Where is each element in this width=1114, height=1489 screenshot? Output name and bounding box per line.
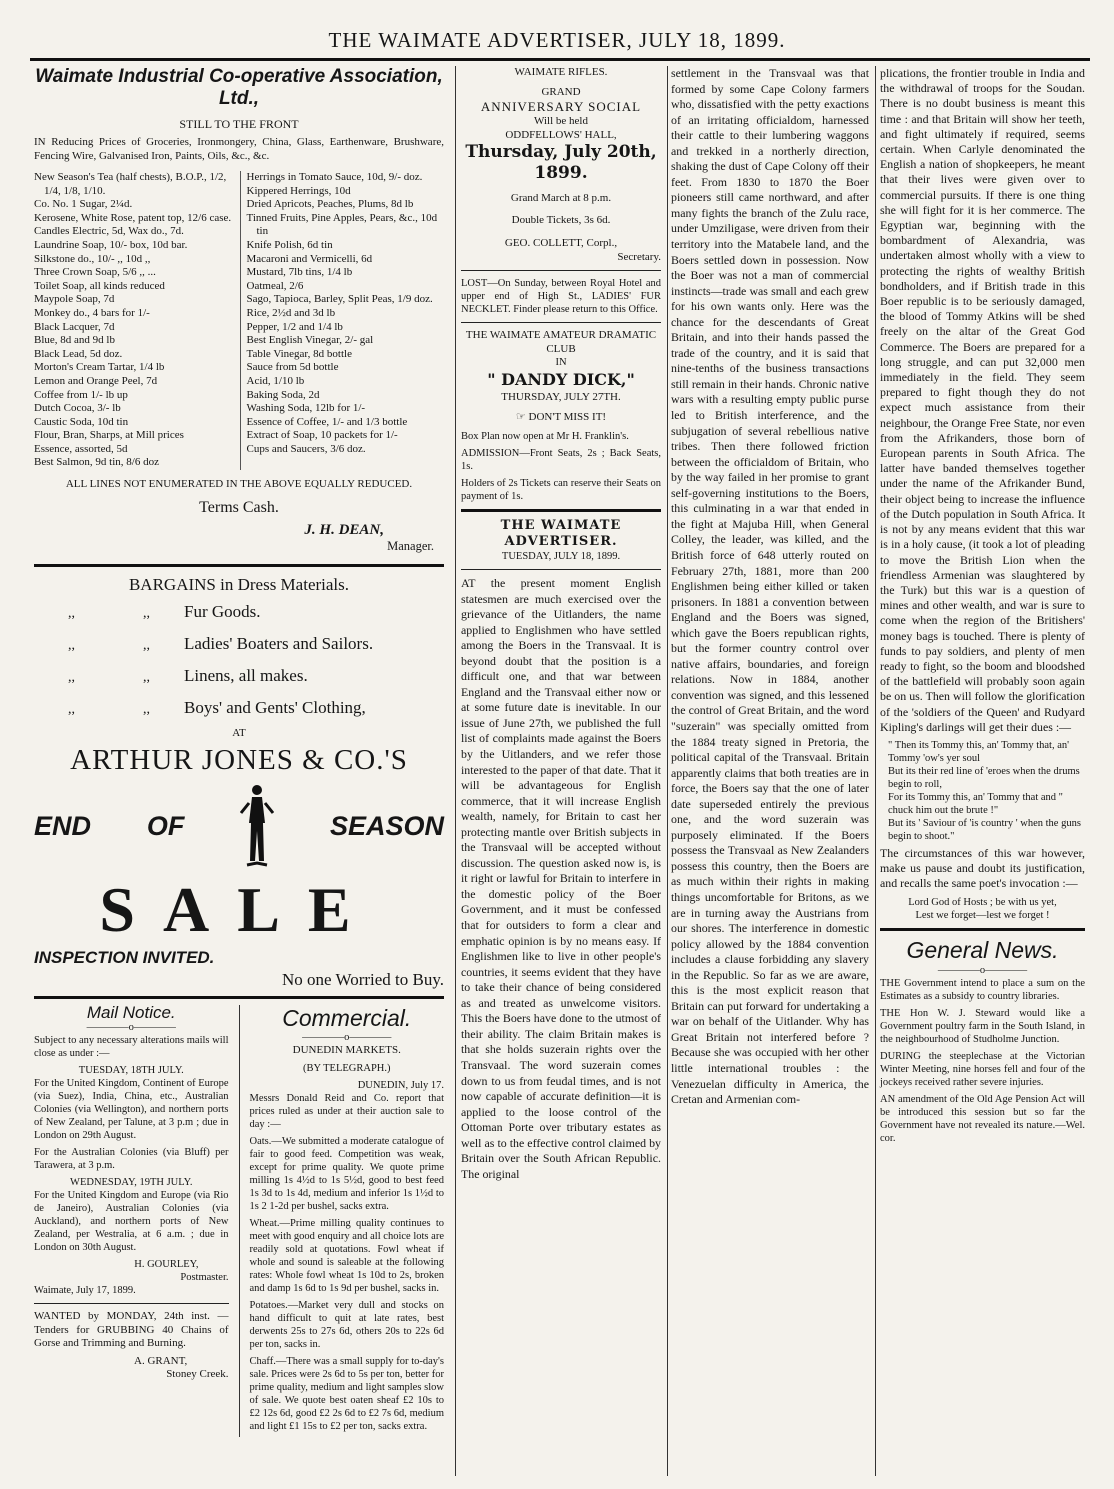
bargains-item — [34, 597, 444, 629]
price-list-item: Lemon and Orange Peel, 7d — [34, 374, 158, 387]
ditto-mark: ,, — [143, 637, 150, 653]
rifles-sig-role: Secretary. — [617, 250, 661, 263]
rifles-march: Grand March at 8 p.m. — [510, 192, 612, 204]
verse-line: Lest we forget—lest we forget ! — [915, 909, 1050, 921]
price-list-item: Cups and Saucers, 3/6 doz. — [246, 442, 366, 455]
mail-sig: H. GOURLEY, — [134, 1259, 199, 1271]
verse-line: For its Tommy this, an' Tommy that and " chuck him out the brute !" — [888, 791, 1063, 816]
kipling-verse — [880, 739, 1085, 843]
mail-day2: WEDNESDAY, 19TH JULY. — [70, 1177, 193, 1189]
column-divider — [455, 66, 456, 1476]
verse-line: But its their red line of 'eroes when the drums begin to roll, — [888, 765, 1080, 790]
left-ads-column — [34, 66, 444, 1437]
price-list-item: Essence of Coffee, 1/- and 1/3 bottle — [246, 415, 408, 428]
editorial-col2: settlement in the Transvaal was that formed by some Cape Colony farmers who, dissatisfied with the petty exactions of an irritating officialdom, harnessed their cattle to their lumbering waggons and trekked in a northerly direction, shaking the dust of Cape Colony off their feet. From 1830 to 1870 the Boer pioneers still came northward, and after many fights the branch of the Zulu race, under Umziligase, were driven from their territory into the Matabele land, and the Boers settled down in possession. Now the Boer was not a man of commercial instincts—trade was small and each grew for his own wants only. Here was the chance for the descendants of Great Britain, and into their hands passed the trade of the country, and it is said that nine-tenths of the business transactions still remain in their hands. Chronic native wars with a resulting empty public purse led to British interference, and the subjugation of several rebellious native tribes. Then there followed friction between the officialdom of Britain, who by the way failed in her promise to grant self-governing institutions to the Boers, this culminating in a war that ended in the fight at Majuba Hill, when General Colley, the leader, was killed, and the British force of 648 utterly routed on February 27th, 1881, more than 200 Englishmen being either killed or taken prisoners. In 1881 a convention between England and the Boers was signed, which gave the Boers republican rights, but the former country control over native affairs, boundaries, and foreign relations. Now in 1884, another convention was signed, and this lessened the control of Great Britain, and the word "suzerain" was specially omitted from the 1884 treaty signed in Pretoria, the political capital of the Transvaal. Britain apparently claims that both treaties are in force, the Boers say that the one of later date superseded entirely the previous one, and the word suzerain was purposely eliminated. If the Boers possess the Transvaal as New Zealanders possess this country, then the Boers are as much within their rights in making things uncomfortable for Britons, as we are in turning away the Austrians from our shores. The interference in domestic policy allowed by the 1884 convention includes a clause forbidding any slavery in the Republic. So far as we are aware, this is the most explicit reason that Britain can put forward for undertaking a war on behalf of the Uitlander. Why has Great Britain not interfered before ? Because she was occupied with her other little international troubles : the Venezuelan difficulty in America, the Cretan and Armenian com- — [671, 66, 869, 1107]
mail-p1: For the United Kingdom, Continent of Europe (via Suez), India, China, etc., Australian Colonies (via Wellington), and northern ports of New Zealand, per Talune, at 3 p.m ; due in London on 29th August. — [34, 1078, 229, 1142]
price-list-item: Mustard, 7lb tins, 1/4 lb — [246, 266, 353, 279]
price-list-item: Kerosene, White Rose, patent top, 12/6 case. — [34, 211, 232, 224]
rifles-anniv: ANNIVERSARY SOCIAL — [480, 99, 642, 114]
bargains-item-label: Fur Goods. — [184, 601, 261, 621]
wanted-name: A. GRANT, — [134, 1354, 188, 1367]
general-p4: AN amendment of the Old Age Pension Act will be introduced this session but so far the Government have not revealed its nature.—Wel. cor. — [880, 1093, 1085, 1144]
price-list-item: Three Crown Soap, 5/6 ,, ... — [34, 266, 156, 279]
wanted-place: Stoney Creek. — [166, 1368, 229, 1381]
end-of-season-row — [34, 780, 444, 872]
price-list-item: Black Lacquer, 7d — [34, 320, 115, 333]
bargains-item — [34, 661, 444, 693]
rifles-held: Will be held — [534, 115, 588, 127]
sale-word: SALE — [99, 874, 379, 946]
bargains-item — [34, 629, 444, 661]
dramatic-title: THE WAIMATE AMATEUR DRAMATIC CLUB — [465, 329, 657, 355]
ditto-mark: ,, — [68, 669, 75, 685]
mail-intro: Subject to any necessary alterations mails will close as under :— — [34, 1035, 229, 1060]
dramatic-miss-text: DON'T MISS IT! — [528, 410, 607, 423]
coop-intro: IN Reducing Prices of Groceries, Ironmongery, China, Glass, Earthenware, Brushware, Fencing Wire, Galvanised Iron, Paints, Oils, &c., &c. — [34, 136, 444, 162]
coop-role: Manager. — [387, 538, 434, 553]
dramatic-in: IN — [555, 357, 567, 368]
rifles-title: WAIMATE RIFLES. — [514, 66, 608, 78]
price-list-item: Sauce from 5d bottle — [246, 361, 339, 374]
commercial-sub: DUNEDIN MARKETS. — [292, 1044, 401, 1057]
ditto-mark: ,, — [68, 637, 75, 653]
price-list-item: Monkey do., 4 bars for 1/- — [34, 306, 150, 319]
price-list-item: Flour, Bran, Sharps, at Mill prices — [34, 429, 184, 442]
dramatic-miss — [461, 411, 661, 425]
wanted-text: WANTED by MONDAY, 24th inst. — Tenders for GRUBBING 40 Chains of Gorse and Trimming and Burning. — [34, 1310, 229, 1350]
general-p2: THE Hon W. J. Steward would like a Government poultry farm in the South Island, in the neighbourhood of Studholme Junction. — [880, 1007, 1085, 1045]
rifles-sig: GEO. COLLETT, Corpl., — [504, 237, 618, 249]
masthead-rule — [30, 58, 1090, 61]
general-sep: ————o———— — [937, 964, 1028, 976]
inspection-invited: INSPECTION INVITED. — [34, 948, 215, 968]
middle-column — [461, 66, 661, 1186]
editorial-paper-title: THE WAIMATE ADVERTISER. — [500, 518, 622, 549]
coop-still-front: STILL TO THE FRONT — [179, 117, 299, 131]
rifles-date: Thursday, July 20th, 1899. — [465, 142, 657, 183]
ditto-mark: ,, — [143, 701, 150, 717]
ditto-mark: ,, — [143, 605, 150, 621]
price-list-item: Essence, assorted, 5d — [34, 442, 128, 455]
pointing-hand-icon: ☞ — [515, 410, 529, 423]
ditto-mark: ,, — [68, 701, 75, 717]
coop-signer: J. H. DEAN, — [304, 521, 384, 538]
price-list-item: Table Vinegar, 8d bottle — [246, 347, 352, 360]
commercial-potatoes: Potatoes.—Market very dull and stocks on hand difficult to quit at late rates, best derwents 25s to 27s 6d, others 20s to 22s 6d per ton, sacks in. — [249, 1299, 445, 1350]
editorial-date: TUESDAY, JULY 18, 1899. — [501, 551, 621, 562]
verse-line: " Then its Tommy this, an' Tommy that, an' Tommy 'ow's yer soul — [888, 739, 1070, 764]
commercial-by: (BY TELEGRAPH.) — [303, 1062, 391, 1074]
section-rule — [461, 509, 661, 512]
price-list-item: Tinned Fruits, Pine Apples, Pears, &c., 10d tin — [246, 211, 438, 238]
bargains-item-label: Boys' and Gents' Clothing, — [184, 697, 366, 717]
price-list-item: Toilet Soap, all kinds reduced — [34, 279, 165, 292]
coop-title: Waimate Industrial Co-operative Association, Ltd., — [35, 66, 443, 109]
editorial-after-verse: The circumstances of this war however, make us pause and doubt its justification, and recalls the same poet's invocation :— — [880, 845, 1085, 891]
bargains-item-label: Linens, all makes. — [184, 665, 308, 685]
ditto-mark: ,, — [143, 669, 150, 685]
price-list-item: Co. No. 1 Sugar, 2¼d. — [34, 198, 133, 211]
column-divider — [667, 66, 668, 1476]
price-list-item: Dried Apricots, Peaches, Plums, 8d lb — [246, 198, 414, 211]
lost-text: LOST—On Sunday, between Royal Hotel and upper end of High St., LADIES' FUR NECKLET. Finder please return to this Office. — [461, 278, 661, 315]
price-list-item: Herrings in Tomato Sauce, 10d, 9/- doz. — [246, 171, 423, 183]
verse-line: But its ' Saviour of 'is country ' when the guns begin to shoot." — [888, 817, 1081, 842]
price-list-item: Extract of Soap, 10 packets for 1/- — [246, 429, 398, 442]
mail-p3: For the United Kingdom and Europe (via Rio de Janeiro), Australian Colonies (via Auckland), and northern ports of New Zealand, per Westralia, at 6 a.m. ; due in London on 30th August. — [34, 1190, 229, 1254]
commercial-dateline: DUNEDIN, July 17. — [357, 1079, 445, 1091]
general-p3: DURING the steeplechase at the Victorian Winter Meeting, nine horses fell and four of the jockeys received rather severe injuries. — [880, 1050, 1085, 1088]
coop-terms: Terms Cash. — [199, 498, 279, 516]
rifles-hall: ODDFELLOWS' HALL, — [505, 128, 617, 141]
commercial-wheat: Wheat.—Prime milling quality continues to meet with good enquiry and all choice lots are readily sold at quotations. Fowl wheat if whole and sound is saleable at the following rates: Whole fowl wheat 1s 10d to 2s, broken and damp 1s 6d to 1s 9d per bushel, sacks in. — [249, 1217, 445, 1294]
price-list-item: Acid, 1/10 lb — [246, 374, 305, 387]
price-list-item: Candles Electric, 5d, Wax do., 7d. — [34, 225, 184, 238]
price-list-item: Rice, 2½d and 3d lb — [246, 306, 336, 319]
price-list-item: Black Lead, 5d doz. — [34, 347, 123, 360]
bargains-at: AT — [232, 726, 246, 739]
general-title: General News. — [906, 936, 1059, 963]
price-list-item: Laundrine Soap, 10/- box, 10d bar. — [34, 238, 188, 251]
masthead: THE WAIMATE ADVERTISER, JULY 18, 1899. — [328, 28, 786, 52]
section-rule — [461, 322, 661, 323]
bargains-list — [34, 597, 444, 725]
mail-sep: ————o———— — [86, 1022, 176, 1034]
section-rule — [34, 564, 444, 567]
price-list-item: Washing Soda, 12lb for 1/- — [246, 402, 366, 415]
commercial-intro: Messrs Donald Reid and Co. report that prices ruled as under at their auction sale to day :— — [249, 1092, 445, 1130]
price-list-item: Dutch Cocoa, 3/- lb — [34, 402, 121, 415]
mail-p2: For the Australian Colonies (via Bluff) per Tarawera, at 3 p.m. — [34, 1147, 229, 1172]
jester-figure-icon — [240, 783, 274, 869]
dramatic-holders: Holders of 2s Tickets can reserve their Seats on payment of 1s. — [461, 478, 661, 502]
bargains-ad — [34, 573, 444, 989]
price-list-item: Morton's Cream Tartar, 1/4 lb — [34, 361, 165, 374]
mail-sig-role: Postmaster. — [180, 1272, 229, 1284]
price-list-item: Silkstone do., 10/- ,, 10d ,, — [34, 252, 151, 265]
bargains-line1: BARGAINS in Dress Materials. — [128, 574, 350, 594]
price-list-item: Coffee from 1/- lb up — [34, 388, 128, 401]
price-list-item: Blue, 8d and 9d lb — [34, 334, 115, 347]
column-divider — [239, 1005, 240, 1437]
section-rule — [34, 996, 444, 999]
commercial-title: Commercial. — [282, 1005, 412, 1032]
dramatic-date: THURSDAY, JULY 27TH. — [501, 391, 621, 403]
coop-right-list — [240, 171, 445, 470]
ditto-mark: ,, — [68, 605, 75, 621]
section-rule — [880, 928, 1085, 931]
price-list-item: Kippered Herrings, 10d — [246, 184, 351, 197]
section-rule — [461, 569, 661, 570]
price-list-item: Best English Vinegar, 2/- gal — [246, 334, 374, 347]
editorial-col1: AT the present moment English statesmen are much exercised over the grievance of the Uitlanders, the name applied to Englishmen who have settled among the Boers in the Transvaal. It is beyond doubt that the position is a difficult one, and that war between England and the Transvaal either now or at some future date is inevitable. In our issue of June 27th, we published the full list of complaints made against the Boers by the Uitlanders, and we refer those interested to the paper of that date. That it will be advantageous for English commerce, that it will increase English wealth, namely, for Britain to cast her protecting mantle over British subjects in the Transvaal will be accepted without discussion. The question asked now is, is it right or lawful for Britain to interfere in the domestic policy of the Boer Government, and it must be confessed that for outsiders to form a clear and emphatic opinion is by no means easy. If Englishmen like to live in other people's countries, it seems evident that they have to take their chance of being considered as and treated as unwelcome visitors. This the Boers have done to the utmost of their ability. The claim Britain makes is that she holds suzerain rights over the Transvaal. The word suzerain comes down to us from feudal times, and is not now capable of accurate definition—it is applied to the loose control of the Ottoman Porte over tributary estates as well as to the effective control claimed by Britain over the South African Republic. The original — [461, 576, 661, 1181]
coop-price-list — [34, 171, 444, 470]
rifles-grand: GRAND — [541, 85, 581, 98]
price-list-item: Macaroni and Vermicelli, 6d — [246, 252, 373, 265]
price-list-item: Baking Soda, 2d — [246, 388, 320, 401]
dramatic-admission: ADMISSION—Front Seats, 2s ; Back Seats, 1s. — [461, 448, 661, 472]
section-rule — [34, 1303, 229, 1304]
bargains-item-label: Ladies' Boaters and Sailors. — [184, 633, 374, 653]
price-list-item: Caustic Soda, 10d tin — [34, 415, 129, 428]
bargains-item — [34, 693, 444, 725]
commercial — [250, 1005, 445, 1437]
rifles-tickets: Double Tickets, 3s 6d. — [511, 213, 611, 226]
column-divider — [875, 66, 876, 1476]
mail-day1: TUESDAY, 18TH JULY. — [78, 1065, 184, 1077]
of-word: OF — [146, 811, 185, 842]
end-word: END — [34, 811, 92, 842]
mail-dateline: Waimate, July 17, 1899. — [34, 1285, 136, 1297]
price-list-item: Pepper, 1/2 and 1/4 lb — [246, 320, 343, 333]
verse-line: Lord God of Hosts ; be with us yet, — [908, 896, 1057, 908]
coop-all-lines: ALL LINES NOT ENUMERATED IN THE ABOVE EQUALLY REDUCED. — [65, 478, 413, 491]
dramatic-play: " DANDY DICK," — [487, 370, 635, 389]
bargains-firm: ARTHUR JONES & CO.'S — [70, 744, 408, 777]
price-list-item: Maypole Soap, 7d — [34, 293, 115, 306]
editorial-column-3 — [880, 66, 1085, 1149]
price-list-item: Sago, Tapioca, Barley, Split Peas, 1/9 doz. — [246, 293, 433, 306]
mail-title: Mail Notice. — [86, 1003, 176, 1023]
commercial-chaff: Chaff.—There was a small supply for to-day's sale. Prices were 2s 6d to 5s per ton, better for prime quality, medium and light samples slow of sale. We quote best oaten sheaf £2 10s to £2 12s 6d, good £2 2s 6d to £2 7s 6d, medium and light £1 15s to £2 per ton, sacks extra. — [249, 1355, 445, 1432]
price-list-item: Knife Polish, 6d tin — [246, 238, 333, 251]
dramatic-box: Box Plan now open at Mr H. Franklin's. — [461, 431, 629, 442]
commercial-sep: ————o———— — [302, 1032, 392, 1044]
bottom-left-area — [34, 1005, 444, 1437]
commercial-oats: Oats.—We submitted a moderate catalogue of fair to good feed. Competition was weak, except for prime quality. We quote prime milling 1s 4½d to 1s 5½d, good to best feed 1s 3d to 1s 4d, medium and inferior 1s 1½d to 1s 2 1-2d per bushel, sacks extra. — [249, 1135, 445, 1212]
editorial-col3: plications, the frontier trouble in India and the withdrawal of troops for the Soudan. There is no doubt business is meant this time : and that Britain will show her teeth, and fight ultimately if required, seems certain. When Carlyle denominated the English a nation of shopkeepers, he meant that their lives were given over to commercial pursuits. If there is one thing she will fight for it is her commerce. The Egyptian war, beginning with the bombardment of Alexandria, was undertaken almost wholly with a view to protecting the rights of wealthy British bondholders, and if British trade in this Boer republic is to be seriously damaged, the blood of Tommy Atkins will be shed freely on the altar of the Great God Commerce. The Boers are prepared for a long struggle, and can put 32,000 men immediately in the field. They seem prepared to fight though they do not expect much assistance from their neighbour, the Orange Free State, nor even from the Afrikanders, those born of European parents in South Africa. The latter have banded themselves together under the name of the Afrikander Bund, their object being to increase the influence of the Dutch population in South Africa. It is not by any means evident that this war is in a holy cause, (it took a lot of pleading to move the British Lion when the friendless Armenian was slaughtered by the Turk) but this war is a question of mines and other wealth, and war is sure to come when the region of the Britishers' money bags is touched. There is plenty of funds to pay soldiers, and plenty of men ready to fight, so the boom and bloodshed of the battlefield will probably soon again be on us. Then will follow the glorification of the 'soldiers of the Queen' and Rudyard Kipling's darlings will get their dues :— — [880, 66, 1085, 734]
no-one-worried: No one Worried to Buy. — [282, 970, 444, 990]
season-word: SEASON — [329, 811, 444, 842]
editorial-column-2 — [671, 66, 869, 1112]
price-list-item: Oatmeal, 2/6 — [246, 279, 304, 292]
general-p1: THE Government intend to place a sum on the Estimates as a subsidy to country libraries. — [880, 977, 1085, 1002]
price-list-item: New Season's Tea (half chests), B.O.P., 1/2, 1/4, 1/8, 1/10. — [34, 171, 227, 197]
coop-left-list — [34, 171, 232, 470]
section-rule — [461, 270, 661, 271]
price-list-item: Best Salmon, 9d tin, 8/6 doz — [34, 456, 159, 469]
recessional-verse — [880, 896, 1085, 922]
mail-notice — [34, 1005, 229, 1437]
